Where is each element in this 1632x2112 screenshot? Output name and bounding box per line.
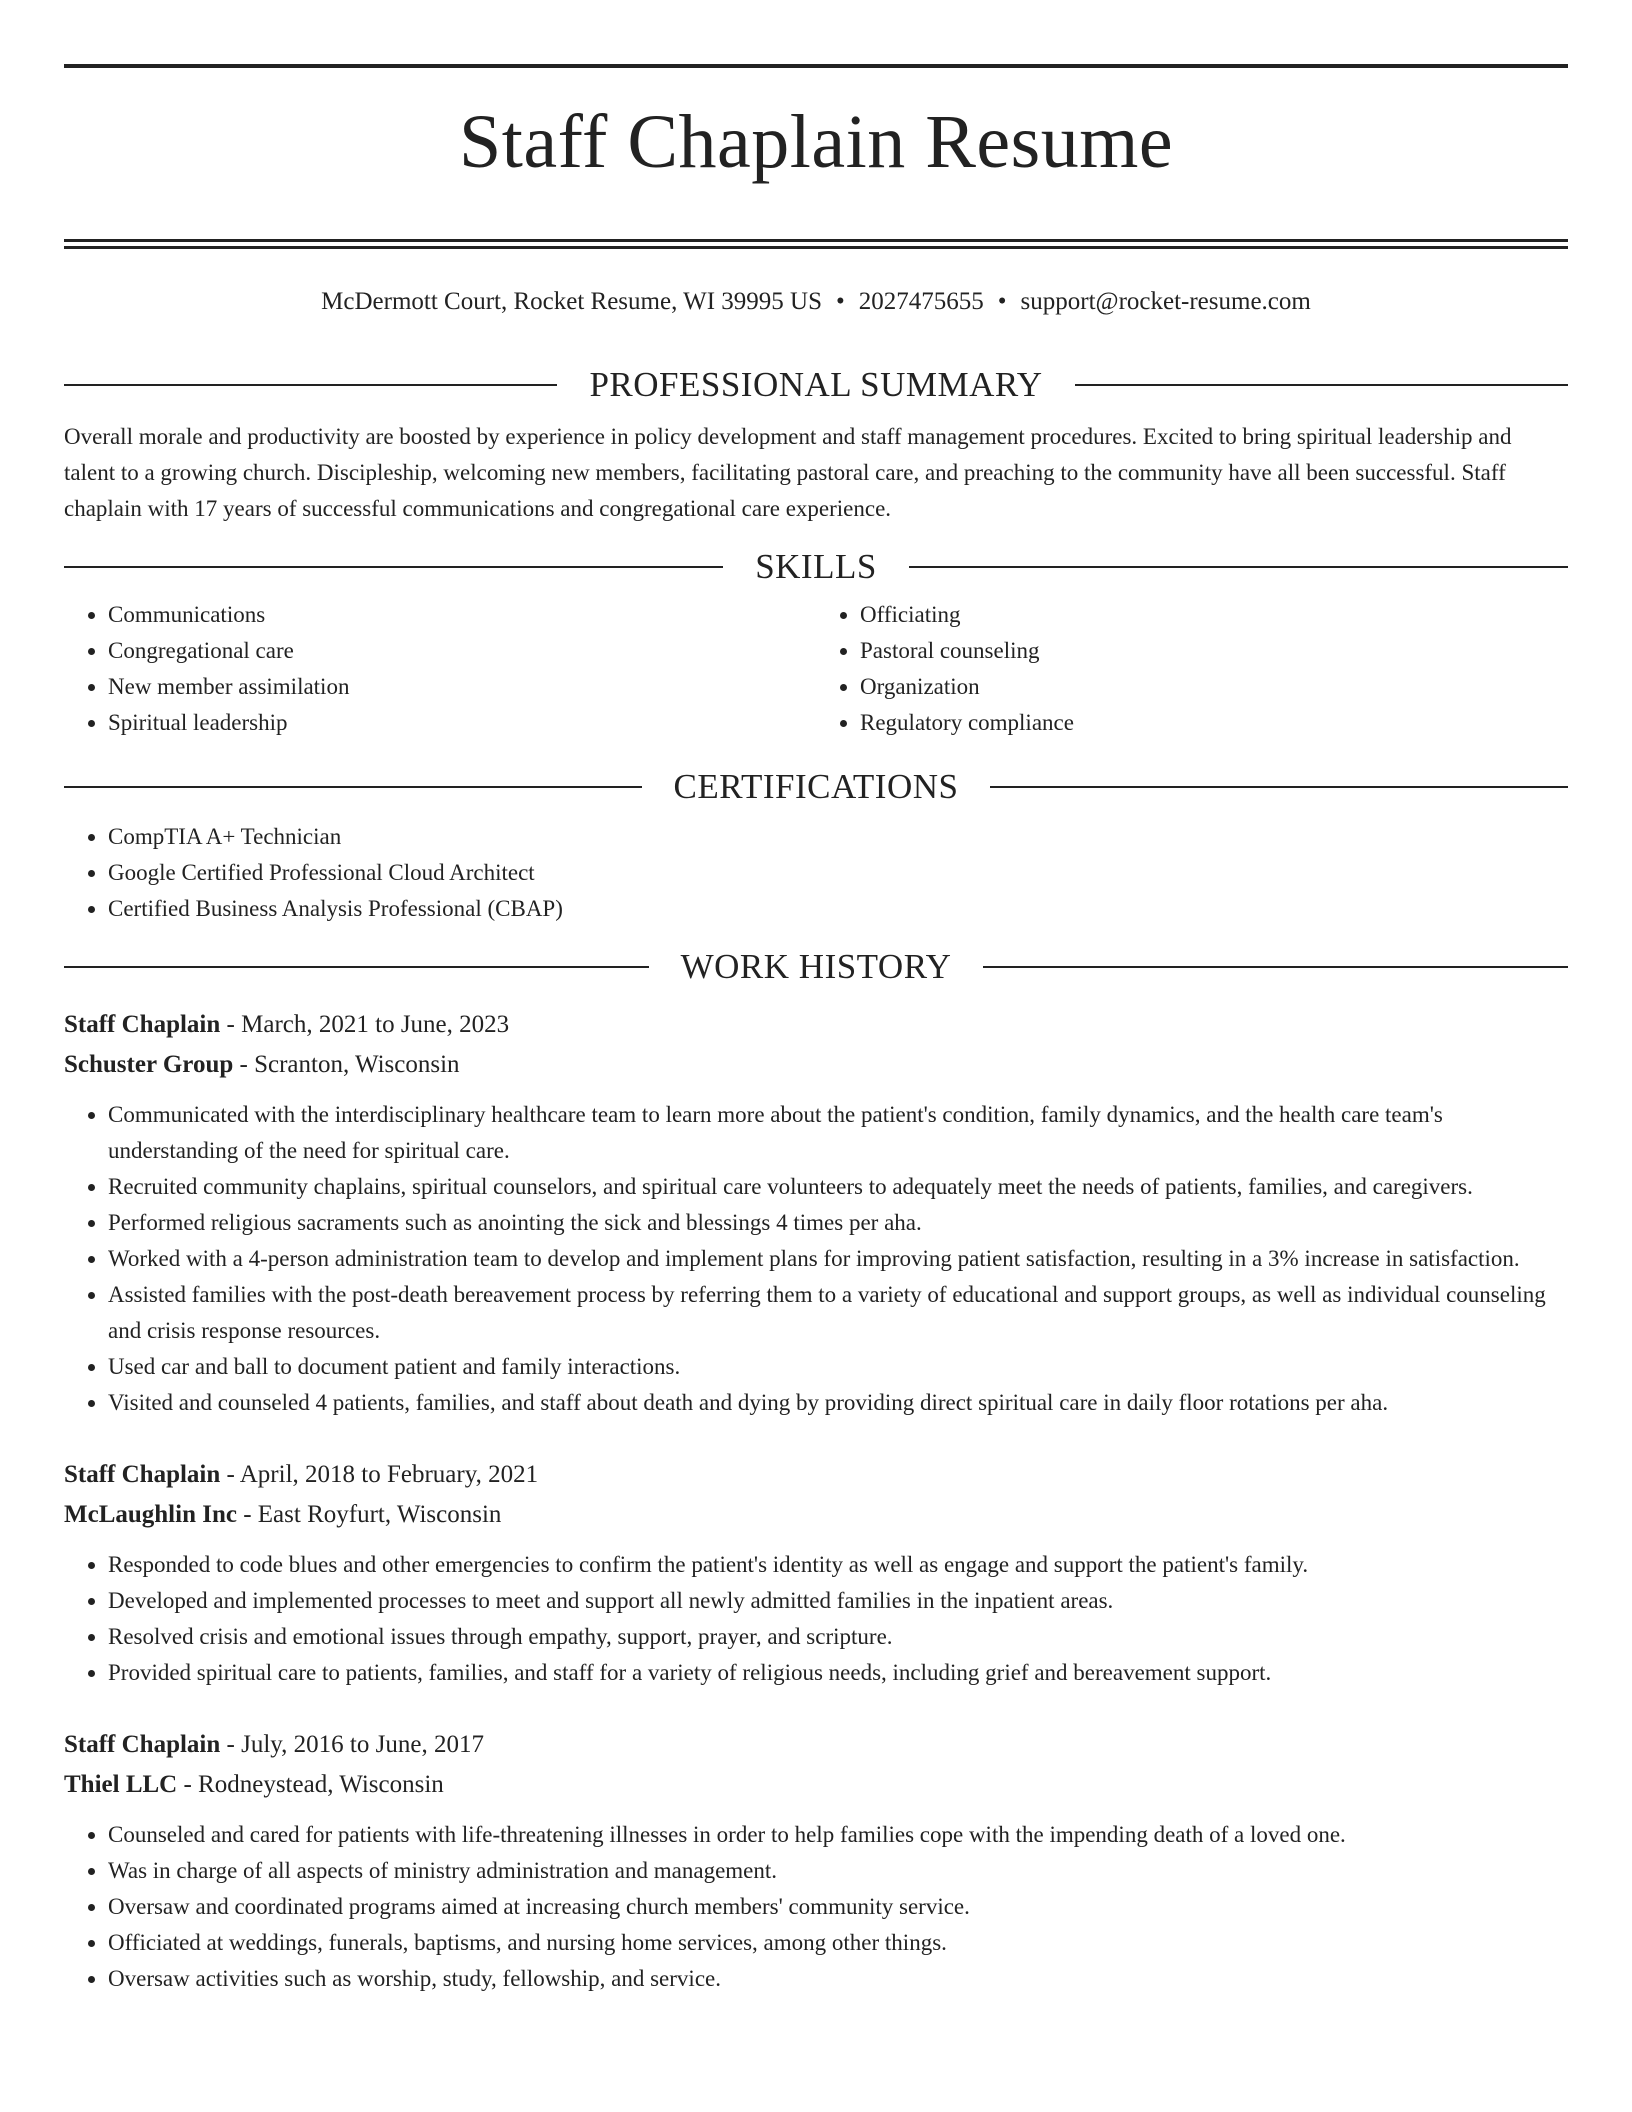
- section-title: WORK HISTORY: [680, 946, 952, 986]
- job-dates: - July, 2016 to June, 2017: [220, 1730, 484, 1758]
- skill-item: • Communications: [108, 597, 816, 633]
- job-duty: • Was in charge of all aspects of ministry administration and management.: [108, 1853, 1568, 1889]
- section-heading-work-history: [64, 947, 1568, 987]
- skills-column-right: [816, 597, 1568, 741]
- resume-page: [64, 0, 1568, 1997]
- heading-rule: [983, 966, 1568, 968]
- section-heading-certifications: [64, 767, 1568, 807]
- job-duty: • Counseled and cared for patients with life-threatening illnesses in order to help families cope with the impending death of a loved one.: [108, 1817, 1568, 1853]
- heading-rule: [64, 786, 642, 788]
- job-duty: • Communicated with the interdisciplinary healthcare team to learn more about the patient's condition, family dynamics, and the health care team's understanding of the need for spiritual care.: [108, 1097, 1568, 1169]
- certifications-list: [64, 819, 1568, 927]
- job-duty: • Officiated at weddings, funerals, baptisms, and nursing home services, among other things.: [108, 1925, 1568, 1961]
- skill-item: • Organization: [860, 669, 1568, 705]
- certification-item: • Certified Business Analysis Professional (CBAP): [108, 891, 1568, 927]
- job-company-line: [64, 1045, 1568, 1085]
- job-company: Thiel LLC: [64, 1770, 178, 1798]
- skill-item: • Officiating: [860, 597, 1568, 633]
- job-duties-list: [64, 1817, 1568, 1997]
- job-duty: • Developed and implemented processes to meet and support all newly admitted families in the inpatient areas.: [108, 1583, 1568, 1619]
- skill-item: • New member assimilation: [108, 669, 816, 705]
- job-company-line: [64, 1495, 1568, 1535]
- job-dates: - April, 2018 to February, 2021: [220, 1460, 539, 1488]
- skill-item: • Pastoral counseling: [860, 633, 1568, 669]
- job-company-line: [64, 1765, 1568, 1805]
- job-dates: - March, 2021 to June, 2023: [220, 1010, 510, 1038]
- job-duty: • Performed religious sacraments such as anointing the sick and blessings 4 times per aha.: [108, 1205, 1568, 1241]
- job-company: Schuster Group: [64, 1050, 234, 1078]
- certification-item: • CompTIA A+ Technician: [108, 819, 1568, 855]
- contact-separator: •: [997, 287, 1007, 315]
- job-entry: [64, 1005, 1568, 1421]
- heading-rule: [64, 966, 649, 968]
- heading-rule: [990, 786, 1568, 788]
- certification-item: • Google Certified Professional Cloud Architect: [108, 855, 1568, 891]
- skill-item: • Regulatory compliance: [860, 705, 1568, 741]
- skill-item: • Spiritual leadership: [108, 705, 816, 741]
- contact-separator: •: [836, 287, 845, 315]
- job-duty: • Worked with a 4-person administration team to develop and implement plans for improving patient satisfaction, resulting in a 3% increase in satisfaction.: [108, 1241, 1568, 1277]
- section-title: PROFESSIONAL SUMMARY: [589, 364, 1043, 404]
- job-title-line: [64, 1455, 1568, 1495]
- heading-rule: [1075, 384, 1568, 386]
- job-title-line: [64, 1005, 1568, 1045]
- job-duty: • Visited and counseled 4 patients, families, and staff about death and dying by providing direct spiritual care in daily floor rotations per aha.: [108, 1385, 1568, 1421]
- title-double-rule: [64, 239, 1568, 249]
- contact-address: McDermott Court, Rocket Resume, WI 39995 US: [321, 287, 823, 315]
- section-title: CERTIFICATIONS: [673, 766, 959, 806]
- contact-phone: 2027475655: [858, 287, 984, 315]
- heading-rule: [909, 566, 1568, 568]
- job-duties-list: [64, 1097, 1568, 1421]
- job-duties-list: [64, 1547, 1568, 1691]
- job-duty: • Used car and ball to document patient and family interactions.: [108, 1349, 1568, 1385]
- top-rule: [64, 64, 1568, 68]
- heading-rule: [64, 566, 723, 568]
- section-heading-skills: [64, 547, 1568, 587]
- job-title: Staff Chaplain: [64, 1460, 221, 1488]
- section-title: SKILLS: [755, 546, 877, 586]
- job-duty: • Assisted families with the post-death bereavement process by referring them to a variety of educational and support groups, as well as individual counseling and crisis response resources.: [108, 1277, 1568, 1349]
- contact-email: support@rocket-resume.com: [1020, 287, 1311, 315]
- job-company: McLaughlin Inc: [64, 1500, 237, 1528]
- job-title-line: [64, 1725, 1568, 1765]
- contact-line: [64, 285, 1568, 319]
- skills-column-left: [64, 597, 816, 741]
- job-duty: • Oversaw activities such as worship, study, fellowship, and service.: [108, 1961, 1568, 1997]
- summary-text: Overall morale and productivity are boosted by experience in policy development and staff management procedures. Excited to bring spiritual leadership and talent to a growing church. Discipleship, welcoming new members, facilitating pastoral care, and preaching to the community have all been successful. Staff chaplain with 17 years of successful communications and congregational care experience.: [64, 423, 1512, 521]
- heading-rule: [64, 384, 557, 386]
- job-location: - Rodneystead, Wisconsin: [177, 1770, 444, 1798]
- job-duty: • Oversaw and coordinated programs aimed at increasing church members' community service.: [108, 1889, 1568, 1925]
- job-location: - East Royfurt, Wisconsin: [236, 1500, 502, 1528]
- job-entry: [64, 1455, 1568, 1691]
- skills-list: [64, 597, 1568, 741]
- skill-item: • Congregational care: [108, 633, 816, 669]
- job-title: Staff Chaplain: [64, 1730, 221, 1758]
- job-duty: • Resolved crisis and emotional issues through empathy, support, prayer, and scripture.: [108, 1619, 1568, 1655]
- job-duty: • Recruited community chaplains, spiritual counselors, and spiritual care volunteers to adequately meet the needs of patients, families, and caregivers.: [108, 1169, 1568, 1205]
- job-title: Staff Chaplain: [64, 1010, 221, 1038]
- resume-title: Staff Chaplain Resume: [458, 100, 1174, 184]
- job-location: - Scranton, Wisconsin: [233, 1050, 460, 1078]
- job-duty: • Responded to code blues and other emergencies to confirm the patient's identity as well as engage and support the patient's family.: [108, 1547, 1568, 1583]
- section-heading-summary: [64, 365, 1568, 405]
- job-entry: [64, 1725, 1568, 1997]
- job-duty: • Provided spiritual care to patients, families, and staff for a variety of religious needs, including grief and bereavement support.: [108, 1655, 1568, 1691]
